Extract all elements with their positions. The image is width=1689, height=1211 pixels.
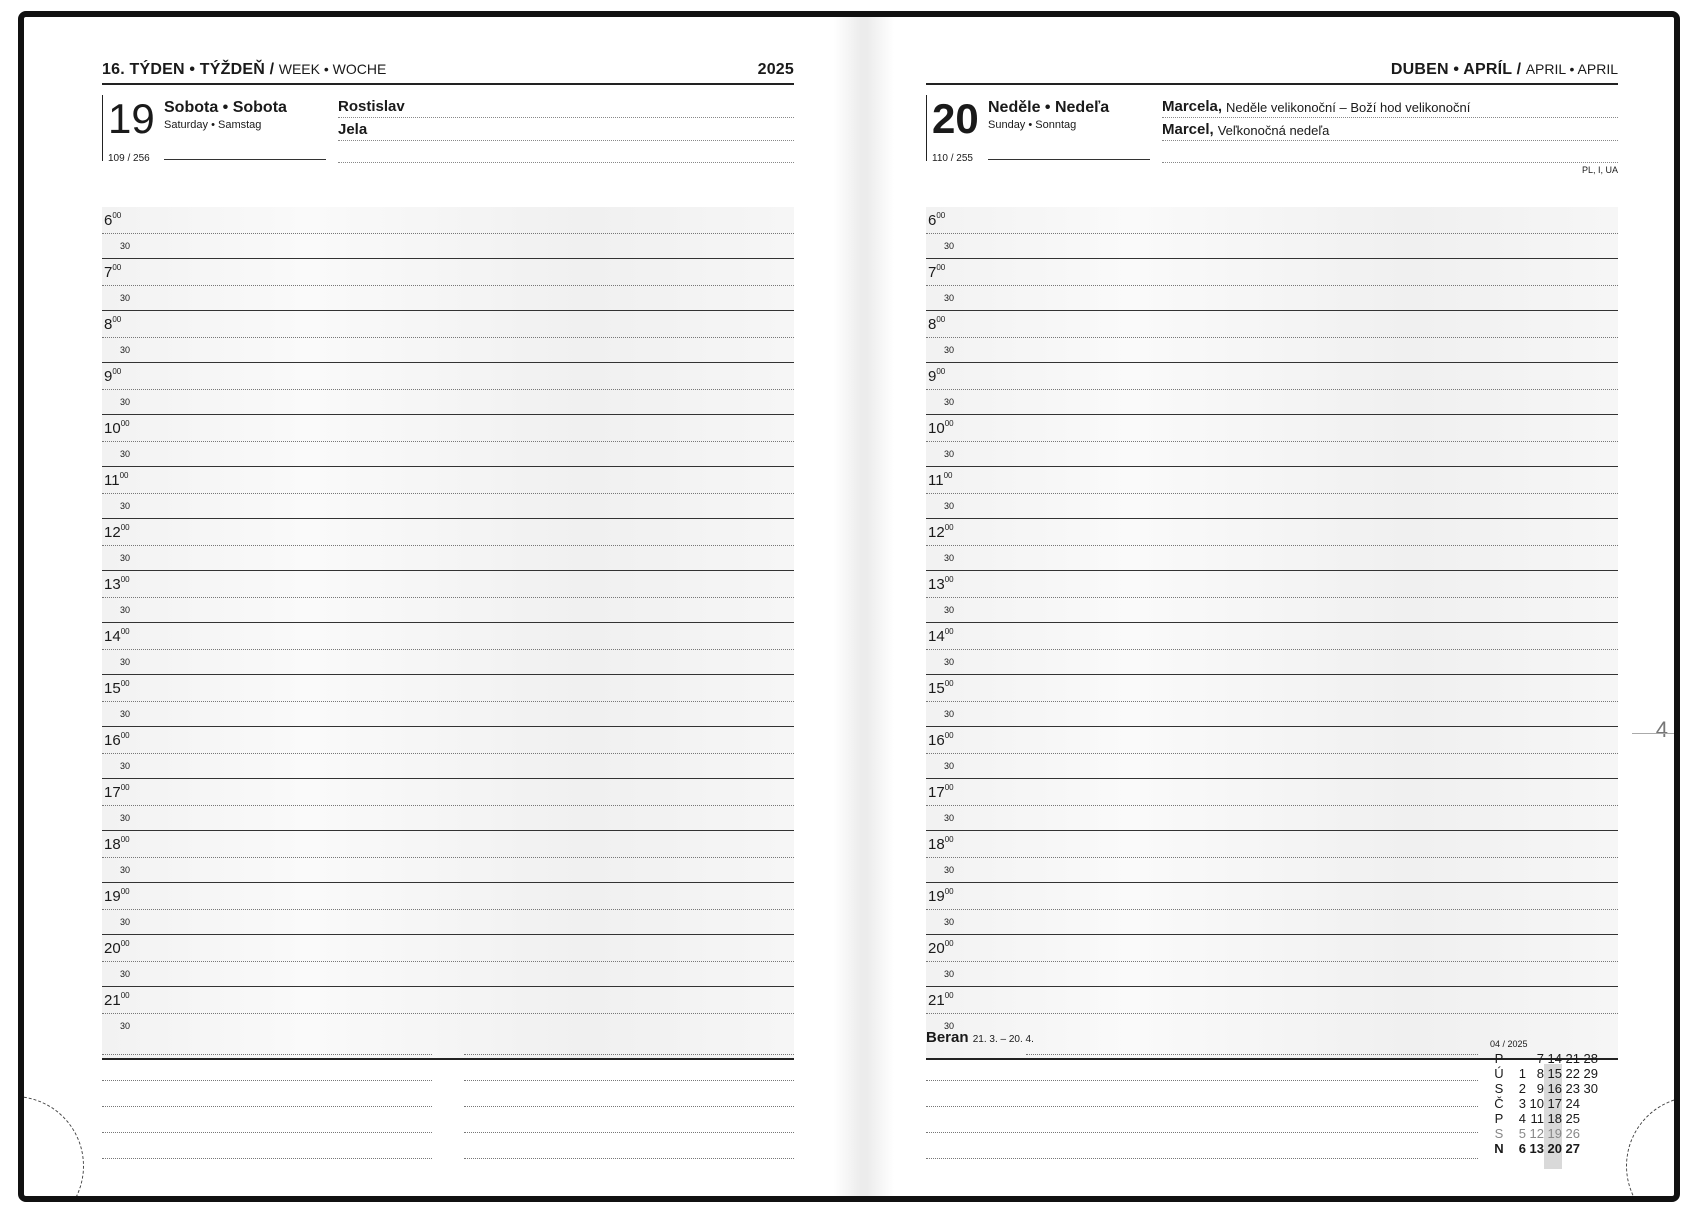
right-day-header	[926, 85, 1618, 195]
half-hour-label: 30	[120, 813, 131, 823]
mini-calendar	[1490, 1039, 1630, 1156]
calendar-date: 6	[1518, 1141, 1526, 1156]
half-hour-line	[102, 805, 794, 806]
half-hour-line	[926, 337, 1618, 338]
half-hour-label: 30	[120, 865, 131, 875]
day-divider	[988, 159, 1150, 160]
half-hour-label: 30	[944, 761, 955, 771]
hour-row[interactable]	[102, 311, 794, 363]
mini-calendar-row	[1490, 1081, 1630, 1096]
hour-row[interactable]	[926, 207, 1618, 259]
hour-label: $9^{00}$	[928, 367, 946, 385]
hour-label: $12^{00}$	[104, 523, 130, 541]
calendar-date: 27	[1565, 1141, 1580, 1156]
half-hour-line	[926, 389, 1618, 390]
hour-row[interactable]	[926, 259, 1618, 311]
half-hour-label: 30	[120, 1021, 131, 1031]
half-hour-label: 30	[944, 865, 955, 875]
hour-row[interactable]	[102, 519, 794, 571]
hour-row[interactable]	[926, 883, 1618, 935]
hour-label: $6^{00}$	[928, 211, 946, 229]
calendar-date: 30	[1583, 1081, 1598, 1096]
half-hour-line	[926, 1013, 1618, 1014]
hour-label: $17^{00}$	[104, 783, 130, 801]
hour-label: $20^{00}$	[104, 939, 130, 957]
calendar-date: 16	[1547, 1081, 1562, 1096]
notes-column-1[interactable]	[102, 1029, 432, 1159]
left-day-header	[102, 85, 794, 195]
hour-row[interactable]	[926, 727, 1618, 779]
half-hour-line	[926, 441, 1618, 442]
calendar-date: 22	[1565, 1066, 1580, 1081]
hour-row[interactable]	[102, 727, 794, 779]
year-label: 2025	[757, 61, 794, 78]
half-hour-line	[926, 701, 1618, 702]
day-divider	[164, 159, 326, 160]
hour-label: $6^{00}$	[104, 211, 122, 229]
hour-label: $18^{00}$	[928, 835, 954, 853]
calendar-date: 17	[1547, 1096, 1562, 1111]
half-hour-line	[926, 909, 1618, 910]
note-line[interactable]	[926, 1055, 1478, 1081]
half-hour-label: 30	[944, 293, 955, 303]
day-number-box	[926, 95, 979, 164]
hour-row[interactable]	[102, 675, 794, 727]
hour-row[interactable]	[926, 831, 1618, 883]
hour-row[interactable]	[926, 415, 1618, 467]
hour-row[interactable]	[102, 467, 794, 519]
hour-schedule[interactable]	[102, 207, 794, 1060]
hour-label: $17^{00}$	[928, 783, 954, 801]
calendar-date: 25	[1565, 1111, 1580, 1126]
half-hour-line	[926, 857, 1618, 858]
calendar-date: 14	[1547, 1051, 1562, 1066]
half-hour-label: 30	[120, 605, 131, 615]
half-hour-label: 30	[944, 969, 955, 979]
planner-spread	[18, 11, 1680, 1202]
mini-calendar-row	[1490, 1066, 1630, 1081]
note-line[interactable]	[464, 1133, 794, 1159]
name-day: Marcela,	[1162, 98, 1223, 115]
hour-label: $13^{00}$	[104, 575, 130, 593]
half-hour-label: 30	[944, 1021, 955, 1031]
half-hour-line	[926, 233, 1618, 234]
hour-label: $11^{00}$	[928, 471, 953, 489]
weekday-letter: S	[1494, 1081, 1504, 1096]
name-days	[338, 95, 794, 163]
half-hour-line	[102, 753, 794, 754]
mini-calendar-row	[1490, 1126, 1630, 1141]
hour-row[interactable]	[102, 259, 794, 311]
half-hour-label: 30	[944, 241, 955, 251]
half-hour-line	[926, 545, 1618, 546]
hour-label: $19^{00}$	[928, 887, 954, 905]
calendar-date: 13	[1529, 1141, 1544, 1156]
hour-row[interactable]	[926, 519, 1618, 571]
mini-calendar-header: 04 / 2025	[1490, 1039, 1528, 1049]
left-topbar	[102, 59, 794, 85]
half-hour-label: 30	[944, 917, 955, 927]
calendar-date: 10	[1529, 1096, 1544, 1111]
right-topbar	[926, 59, 1618, 85]
half-hour-label: 30	[120, 553, 131, 563]
hour-row[interactable]	[926, 311, 1618, 363]
half-hour-label: 30	[944, 709, 955, 719]
note-line[interactable]	[464, 1081, 794, 1107]
holiday-desc: Veľkonočná nedeľa	[1217, 123, 1330, 138]
hour-row[interactable]	[926, 467, 1618, 519]
calendar-date: 15	[1547, 1066, 1562, 1081]
hour-label: $7^{00}$	[928, 263, 946, 281]
calendar-date: 2	[1518, 1081, 1526, 1096]
half-hour-label: 30	[944, 345, 955, 355]
hour-label: $14^{00}$	[928, 627, 954, 645]
name-day-line	[338, 95, 794, 118]
half-hour-label: 30	[944, 501, 955, 511]
holiday-desc: Neděle velikonoční – Boží hod velikonoční	[1226, 100, 1471, 115]
calendar-date: 24	[1565, 1096, 1580, 1111]
calendar-date: 7	[1536, 1051, 1544, 1066]
note-line[interactable]	[102, 1107, 432, 1133]
hour-row[interactable]	[102, 779, 794, 831]
hour-row[interactable]	[926, 623, 1618, 675]
week-label-sub: WEEK • WOCHE	[278, 61, 387, 77]
mini-calendar-grid	[1490, 1051, 1630, 1156]
calendar-date: 12	[1529, 1126, 1544, 1141]
week-label: 16. TÝDEN • TÝŽDEŇ /	[102, 61, 275, 78]
left-page	[24, 17, 864, 1196]
half-hour-label: 30	[944, 449, 955, 459]
day-number-box	[102, 95, 155, 164]
weekday-letter: P	[1494, 1051, 1504, 1066]
hour-row[interactable]	[102, 935, 794, 987]
calendar-date: 28	[1583, 1051, 1598, 1066]
hour-label: $11^{00}$	[104, 471, 129, 489]
half-hour-label: 30	[944, 605, 955, 615]
note-line[interactable]	[102, 1081, 432, 1107]
zodiac-range: 21. 3. – 20. 4.	[972, 1034, 1034, 1045]
half-hour-line	[102, 441, 794, 442]
half-hour-line	[102, 909, 794, 910]
half-hour-label: 30	[120, 501, 131, 511]
calendar-date: 8	[1536, 1066, 1544, 1081]
calendar-date: 21	[1565, 1051, 1580, 1066]
note-line[interactable]	[464, 1055, 794, 1081]
half-hour-line	[102, 337, 794, 338]
corner-cutout	[18, 1096, 84, 1202]
day-name-sub: Saturday • Samstag	[164, 119, 262, 131]
half-hour-label: 30	[120, 345, 131, 355]
half-hour-line	[926, 285, 1618, 286]
hour-row[interactable]	[102, 571, 794, 623]
hour-label: $21^{00}$	[104, 991, 130, 1009]
day-name: Sobota • Sobota	[164, 99, 287, 116]
hour-label: $8^{00}$	[104, 315, 122, 333]
half-hour-line	[102, 233, 794, 234]
half-hour-line	[926, 753, 1618, 754]
weekday-letter: P	[1494, 1111, 1504, 1126]
hour-row[interactable]	[926, 779, 1618, 831]
mini-calendar-row	[1490, 1141, 1630, 1156]
half-hour-line	[926, 493, 1618, 494]
hour-label: $16^{00}$	[928, 731, 954, 749]
calendar-date: 29	[1583, 1066, 1598, 1081]
half-hour-label: 30	[120, 397, 131, 407]
half-hour-label: 30	[944, 657, 955, 667]
note-line[interactable]	[926, 1081, 1478, 1107]
half-hour-line	[926, 649, 1618, 650]
note-line[interactable]	[464, 1029, 794, 1055]
weekday-letter: Č	[1494, 1096, 1504, 1111]
hour-row[interactable]	[102, 415, 794, 467]
calendar-date: 9	[1536, 1081, 1544, 1096]
hour-label: $7^{00}$	[104, 263, 122, 281]
name-days	[1162, 95, 1618, 163]
calendar-date: 20	[1547, 1141, 1562, 1156]
hour-label: $10^{00}$	[104, 419, 130, 437]
name-day: Rostislav	[338, 98, 405, 115]
mini-calendar-row	[1490, 1051, 1630, 1066]
name-day-line	[338, 118, 794, 141]
half-hour-line	[102, 285, 794, 286]
calendar-date: 3	[1518, 1096, 1526, 1111]
calendar-date: 1	[1518, 1066, 1526, 1081]
notes-column[interactable]	[926, 1029, 1478, 1159]
half-hour-label: 30	[120, 709, 131, 719]
name-day: Jela	[338, 121, 368, 138]
holiday-countries: PL, I, UA	[1581, 165, 1618, 175]
hour-label: $19^{00}$	[104, 887, 130, 905]
hour-label: $18^{00}$	[104, 835, 130, 853]
calendar-date: 11	[1530, 1111, 1544, 1126]
half-hour-label: 30	[120, 917, 131, 927]
hour-label: $9^{00}$	[104, 367, 122, 385]
hour-row[interactable]	[102, 831, 794, 883]
day-name: Neděle • Nedeľa	[988, 99, 1110, 116]
calendar-date: 19	[1547, 1126, 1562, 1141]
day-name-sub: Sunday • Sonntag	[988, 119, 1077, 131]
hour-row[interactable]	[102, 623, 794, 675]
hour-label: $10^{00}$	[928, 419, 954, 437]
calendar-date: 5	[1518, 1126, 1526, 1141]
hour-label: $8^{00}$	[928, 315, 946, 333]
name-day-line	[1162, 141, 1618, 163]
note-line[interactable]	[464, 1107, 794, 1133]
note-line[interactable]	[102, 1055, 432, 1081]
half-hour-line	[102, 857, 794, 858]
half-hour-line	[102, 1013, 794, 1014]
half-hour-line	[102, 545, 794, 546]
day-number: 19	[108, 95, 155, 142]
day-count: 109 / 256	[108, 153, 150, 164]
half-hour-line	[102, 649, 794, 650]
note-line[interactable]	[926, 1107, 1478, 1133]
day-number: 20	[932, 95, 979, 142]
half-hour-label: 30	[944, 813, 955, 823]
half-hour-label: 30	[120, 761, 131, 771]
half-hour-label: 30	[944, 553, 955, 563]
hour-row[interactable]	[102, 207, 794, 259]
hour-row[interactable]	[926, 571, 1618, 623]
zodiac-name: Beran	[926, 1029, 969, 1046]
calendar-date: 18	[1547, 1111, 1562, 1126]
half-hour-line	[102, 389, 794, 390]
notes-column-2[interactable]	[464, 1029, 794, 1159]
day-count: 110 / 255	[932, 153, 973, 164]
month-tab-line	[1632, 733, 1680, 734]
name-day-line	[1162, 95, 1618, 118]
half-hour-label: 30	[120, 969, 131, 979]
hour-label: $15^{00}$	[104, 679, 130, 697]
half-hour-line	[102, 493, 794, 494]
half-hour-line	[926, 597, 1618, 598]
hour-row[interactable]	[926, 363, 1618, 415]
hour-row[interactable]	[102, 883, 794, 935]
calendar-date: 23	[1565, 1081, 1580, 1096]
name-day: Marcel,	[1162, 121, 1214, 138]
half-hour-line	[926, 961, 1618, 962]
right-page	[864, 17, 1680, 1196]
hour-row[interactable]	[926, 675, 1618, 727]
half-hour-line	[102, 701, 794, 702]
hour-label: $20^{00}$	[928, 939, 954, 957]
name-day-line	[338, 141, 794, 163]
mini-calendar-row	[1490, 1111, 1630, 1126]
mini-calendar-row	[1490, 1096, 1630, 1111]
hour-row[interactable]	[102, 363, 794, 415]
corner-cutout	[1626, 1096, 1680, 1202]
note-line[interactable]	[926, 1133, 1478, 1159]
note-line[interactable]	[102, 1029, 432, 1055]
hour-label: $13^{00}$	[928, 575, 954, 593]
month-label: DUBEN • APRÍL /	[1390, 61, 1522, 78]
hour-label: $15^{00}$	[928, 679, 954, 697]
hour-label: $12^{00}$	[928, 523, 954, 541]
half-hour-label: 30	[120, 449, 131, 459]
half-hour-label: 30	[120, 241, 131, 251]
calendar-date: 4	[1518, 1111, 1526, 1126]
hour-schedule[interactable]	[926, 207, 1618, 1060]
half-hour-line	[926, 805, 1618, 806]
name-day-line	[1162, 118, 1618, 141]
hour-label: $14^{00}$	[104, 627, 130, 645]
half-hour-line	[102, 597, 794, 598]
month-tab: 4	[1655, 717, 1668, 742]
note-line[interactable]	[1026, 1029, 1478, 1055]
calendar-date: 26	[1565, 1126, 1580, 1141]
weekday-letter: Ú	[1494, 1066, 1504, 1081]
hour-label: $16^{00}$	[104, 731, 130, 749]
half-hour-label: 30	[944, 397, 955, 407]
weekday-letter: N	[1494, 1141, 1504, 1156]
hour-label: $21^{00}$	[928, 991, 954, 1009]
half-hour-label: 30	[120, 657, 131, 667]
note-line[interactable]	[102, 1133, 432, 1159]
half-hour-line	[102, 961, 794, 962]
hour-row[interactable]	[926, 935, 1618, 987]
half-hour-label: 30	[120, 293, 131, 303]
month-label-sub: APRIL • APRIL	[1525, 61, 1618, 77]
weekday-letter: S	[1494, 1126, 1504, 1141]
